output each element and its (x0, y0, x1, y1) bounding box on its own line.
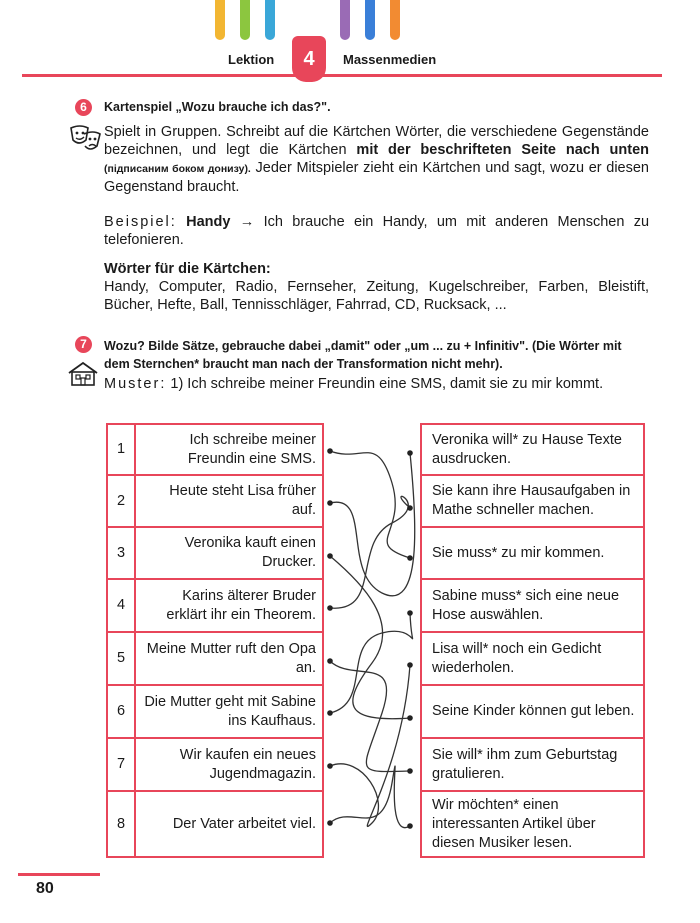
footer-rule (18, 873, 100, 876)
exercise-6-title: Kartenspiel „Wozu brauche ich das?". (104, 100, 331, 114)
left-row-number: 5 (106, 631, 136, 686)
right-sentence: Seine Kinder können gut leben. (420, 684, 645, 739)
lesson-number-badge: 4 (292, 36, 326, 82)
left-sentence: Wir kaufen ein neues Jugendmagazin. (134, 737, 324, 792)
exercise-7-muster: Muster: 1) Ich schreibe meiner Freundin eine SMS, damit sie zu mir kommt. (104, 376, 604, 392)
page-number: 80 (36, 880, 54, 897)
lesson-label: Lektion (228, 52, 275, 67)
right-sentence: Veronika will* zu Hause Texte ausdrucken. (420, 423, 645, 476)
left-sentence: Veronika kauft einen Drucker. (134, 526, 324, 580)
right-sentence: Sie will* ihm zum Geburtstag gratulieren. (420, 737, 645, 792)
exercise-6-number: 6 (75, 99, 92, 116)
left-sentence: Der Vater arbeitet viel. (134, 790, 324, 858)
words-list: Handy, Computer, Radio, Fernseher, Zeitung, Kugelschreiber, Farben, Bleistift, Bücher, Hefte, Ball, Tennisschläger, Fahrrad, CD, Rucksack, ... (104, 279, 649, 313)
theater-masks-icon (68, 124, 102, 154)
left-row-number: 3 (106, 526, 136, 580)
right-sentence: Sabine muss* sich eine neue Hose auswählen. (420, 578, 645, 633)
left-sentence: Ich schreibe meiner Freundin eine SMS. (134, 423, 324, 476)
right-sentence: Wir möchten* einen interessanten Artikel über diesen Musiker lesen. (420, 790, 645, 858)
tangled-connector-lines (322, 423, 422, 858)
left-sentence: Karins älterer Bruder erklärt ihr ein Theorem. (134, 578, 324, 633)
lesson-topic: Massenmedien (343, 52, 437, 67)
left-row-number: 8 (106, 790, 136, 858)
right-sentence: Sie muss* zu mir kommen. (420, 526, 645, 580)
words-title: Wörter für die Kärtchen: (104, 261, 271, 277)
exercise-7-number: 7 (75, 336, 92, 353)
left-row-number: 1 (106, 423, 136, 476)
header-rule (22, 74, 662, 77)
house-icon (66, 361, 100, 387)
left-row-number: 7 (106, 737, 136, 792)
exercise-7-title: Wozu? Bilde Sätze, gebrauche dabei „damit" oder „um ... zu + Infinitiv". (Die Wörter mit dem Sternchen* braucht man nach der Transformation nicht mehr). (104, 339, 622, 371)
left-sentence: Heute steht Lisa früher auf. (134, 474, 324, 528)
exercise-6-example: Beispiel: Handy → Ich brauche ein Handy, um mit anderen Menschen zu telefonieren. (104, 214, 650, 248)
left-row-number: 6 (106, 684, 136, 739)
exercise-6-instructions: Spielt in Gruppen. Schreibt auf die Kärtchen Wörter, die verschiedene Gegenstände bezeichnen, und legt die Kärtchen mit der beschrifteten Seite nach unten (підписаним боком донизу). Jeder Mitspieler zieht ein Kärtchen und sagt, wozu er diesen Gegenstand braucht. (104, 124, 649, 195)
left-row-number: 4 (106, 578, 136, 633)
right-sentence: Lisa will* noch ein Gedicht wiederholen. (420, 631, 645, 686)
right-sentence: Sie kann ihre Hausaufgaben in Mathe schneller machen. (420, 474, 645, 528)
left-row-number: 2 (106, 474, 136, 528)
left-sentence: Die Mutter geht mit Sabine ins Kaufhaus. (134, 684, 324, 739)
left-sentence: Meine Mutter ruft den Opa an. (134, 631, 324, 686)
